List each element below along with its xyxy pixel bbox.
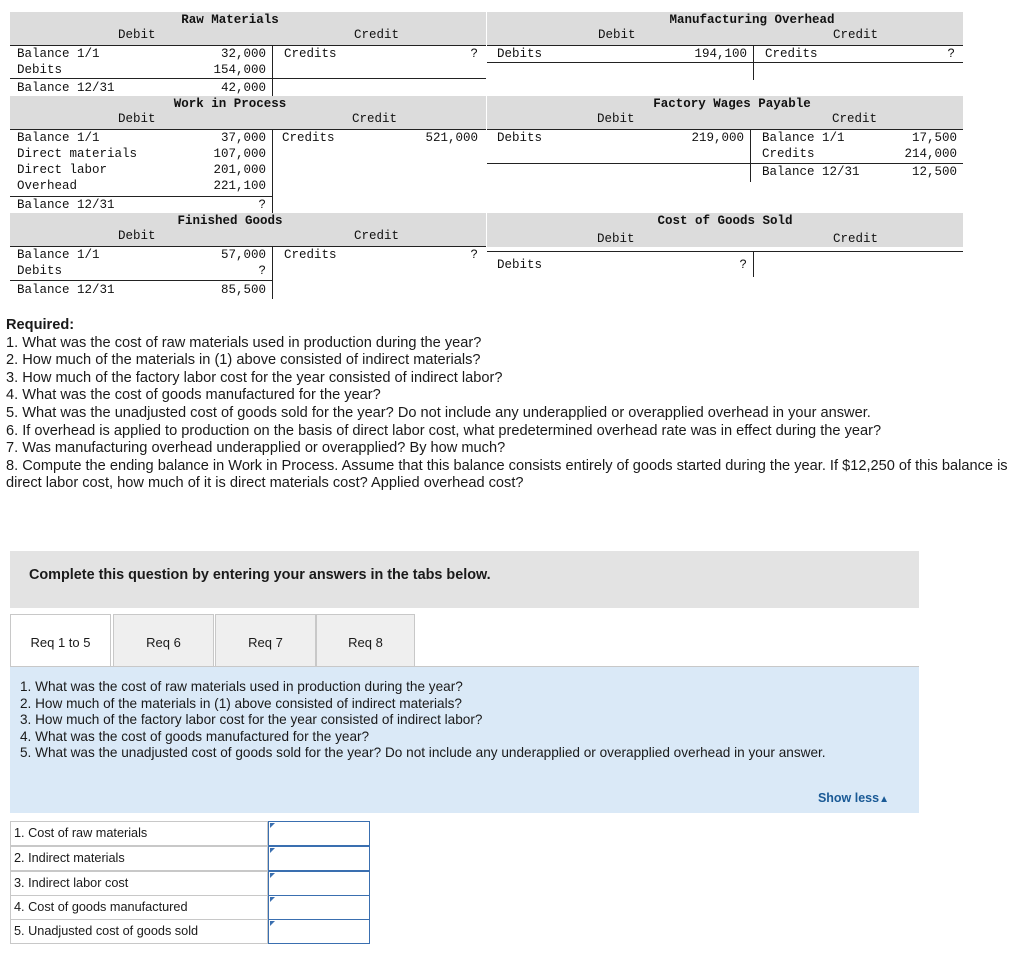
caret-up-icon: ▲ [879,794,889,805]
debit-label: Debit [118,112,156,126]
show-less-button[interactable] [818,791,889,805]
answer-label: 2. Indirect materials [10,846,268,871]
credit-row-label: Credits [282,131,335,145]
indirect-materials-input[interactable] [269,847,369,870]
row-label: Debits [17,63,63,77]
required-item: 6. If overhead is applied to production on the basis of direct labor cost, what predetermined overhead rate was in effect during the year? [6,422,882,439]
required-section [6,317,1018,493]
cost-of-raw-materials-input[interactable] [269,822,369,845]
debit-label: Debit [118,28,156,42]
cost-of-goods-manufactured-input[interactable] [269,896,369,919]
answer-row [10,871,370,896]
row-amount: 37,000 [220,131,266,145]
answer-input-cell [268,871,370,896]
answer-input-cell [268,919,370,944]
t-account-title: Raw Materials [181,13,279,27]
panel-question: 1. What was the cost of raw materials used in production during the year? [20,679,463,694]
debit-label: Debit [118,229,156,243]
credit-row-label: Credits [284,47,337,61]
tab-req-8[interactable]: Req 8 [316,614,415,667]
row-label: Balance 12/31 [17,198,115,212]
row-label: Debits [497,258,543,272]
row-amount: ? [739,258,747,272]
credit-label: Credit [354,229,400,243]
row-label: Debits [497,131,543,145]
row-amount: ? [258,264,266,278]
tab-req-6[interactable]: Req 6 [113,614,214,667]
credit-row-label: Credits [765,47,818,61]
credit-row-amount: 521,000 [425,131,478,145]
required-item: 3. How much of the factory labor cost for the year consisted of indirect labor? [6,369,503,386]
t-account-title: Finished Goods [177,214,283,228]
credit-row-amount: ? [947,47,955,61]
answer-label: 4. Cost of goods manufactured [10,895,268,920]
required-item: 2. How much of the materials in (1) above consisted of indirect materials? [6,352,481,369]
row-amount: 221,100 [213,179,266,193]
row-amount: 32,000 [220,47,266,61]
credit-row-label: Balance 12/31 [762,165,860,179]
t-account-raw-materials [10,12,486,98]
credit-label: Credit [352,112,398,126]
answer-row [10,821,370,846]
required-item: 4. What was the cost of goods manufactured for the year? [6,387,381,404]
instructions-banner [10,551,919,608]
required-heading: Required: [6,317,75,333]
debit-label: Debit [597,112,635,126]
row-amount: 194,100 [694,47,747,61]
credit-label: Credit [354,28,400,42]
t-account-title: Work in Process [173,97,287,111]
row-label: Debits [17,264,63,278]
row-amount: 107,000 [213,147,266,161]
row-label: Balance 12/31 [17,81,115,95]
credit-row-label: Credits [762,147,815,161]
t-account-work-in-process [10,96,486,213]
answer-row [10,895,370,920]
row-amount: 57,000 [220,248,266,262]
credit-label: Credit [833,232,879,246]
t-account-factory-wages-payable [487,96,963,182]
answer-label: 5. Unadjusted cost of goods sold [10,919,268,944]
t-account-title: Cost of Goods Sold [657,214,793,228]
row-label: Balance 1/1 [17,47,100,61]
row-amount: 154,000 [213,63,266,77]
debit-label: Debit [598,28,636,42]
panel-question: 2. How much of the materials in (1) above consisted of indirect materials? [20,695,462,711]
t-account-manufacturing-overhead [487,12,963,82]
unadjusted-cogs-input[interactable] [269,920,369,943]
row-label: Overhead [17,179,78,193]
tab-req-7[interactable]: Req 7 [215,614,316,667]
credit-row-amount: 12,500 [911,165,957,179]
t-account-title: Manufacturing Overhead [669,13,835,27]
tab-req-1-to-5[interactable]: Req 1 to 5 [10,614,111,667]
answer-row [10,919,370,944]
credit-row-label: Credits [284,248,337,262]
row-label: Direct labor [17,163,108,177]
indirect-labor-cost-input[interactable] [269,872,369,895]
show-less-label: Show less [817,791,880,805]
row-label: Direct materials [17,147,138,161]
credit-row-amount: ? [470,47,478,61]
credit-row-amount: 214,000 [904,147,957,161]
credit-row-label: Balance 1/1 [762,131,845,145]
answer-input-cell [268,895,370,920]
panel-question: 5. What was the unadjusted cost of goods sold for the year? Do not include any underapplied or overapplied overhead in your answer. [20,745,826,761]
row-label: Balance 1/1 [17,248,100,262]
credit-label: Credit [832,112,878,126]
required-item: 8. Compute the ending balance in Work in Process. Assume that this balance consists entirely of goods started during the year. If $12,250 of this balance is direct labor cost, how much of it is direct materials cost? Applied overhead cost? [6,457,1008,492]
t-account-title: Factory Wages Payable [653,97,811,111]
panel-question: 3. How much of the factory labor cost for the year consisted of indirect labor? [20,712,483,728]
row-amount: 201,000 [213,163,266,177]
required-item: 1. What was the cost of raw materials used in production during the year? [6,334,482,351]
t-account-finished-goods [10,213,486,299]
row-label: Debits [497,47,543,61]
credit-row-amount: 17,500 [911,131,957,145]
answer-input-cell [268,846,370,871]
panel-question: 4. What was the cost of goods manufactured for the year? [20,728,370,744]
row-label: Balance 12/31 [17,283,115,297]
answer-label: 1. Cost of raw materials [10,821,268,846]
question-panel [10,667,919,813]
t-account-cost-of-goods-sold [487,213,963,278]
row-amount: 42,000 [220,81,266,95]
required-item: 5. What was the unadjusted cost of goods sold for the year? Do not include any underapplied or overapplied overhead in your answer. [6,404,871,421]
banner-text: Complete this question by entering your answers in the tabs below. [29,567,491,583]
row-amount: ? [258,198,266,212]
row-amount: 85,500 [220,283,266,297]
required-item: 7. Was manufacturing overhead underapplied or overapplied? By how much? [6,440,506,457]
row-label: Balance 1/1 [17,131,100,145]
debit-label: Debit [597,232,635,246]
credit-row-amount: ? [470,248,478,262]
answer-row [10,846,370,871]
answer-label: 3. Indirect labor cost [10,871,268,896]
row-amount: 219,000 [691,131,744,145]
credit-label: Credit [833,28,879,42]
answer-input-cell [268,821,370,846]
